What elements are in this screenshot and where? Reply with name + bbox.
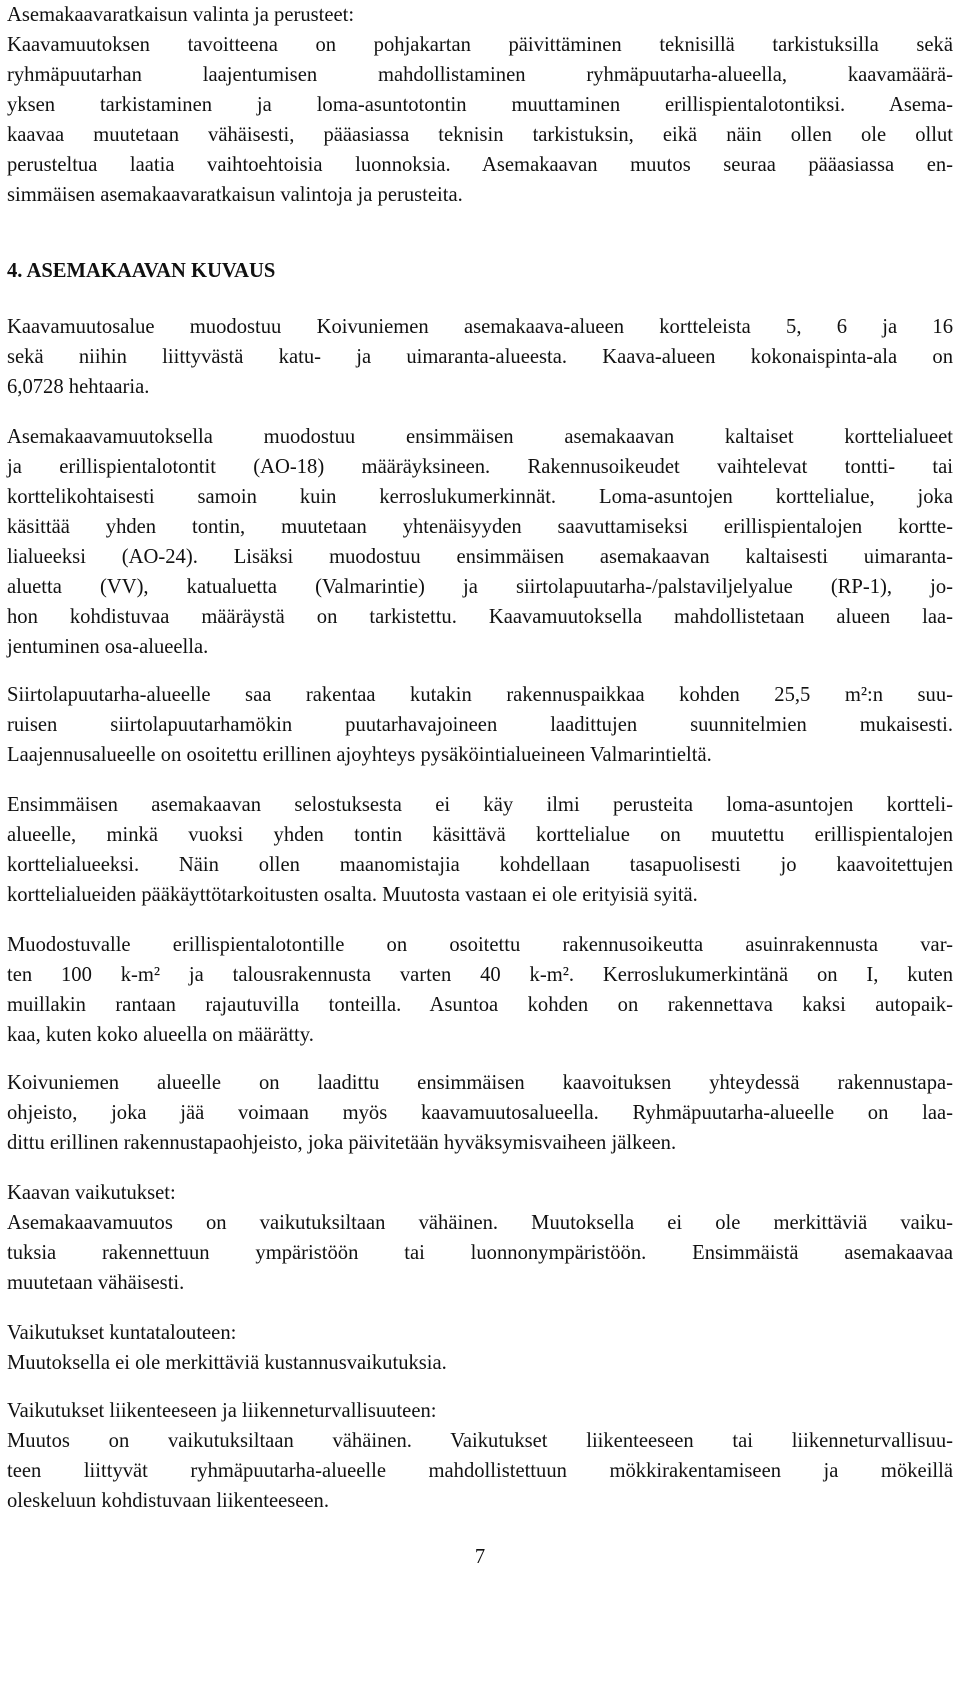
text-line: ruisen siirtolapuutarhamökin puutarhavajoineen laadittujen suunnitelmien mukaisesti. <box>7 714 953 736</box>
subheading-plan-solution: Asemakaavaratkaisun valinta ja perusteet: <box>7 4 355 26</box>
text-line: Ensimmäisen asemakaavan selostuksesta ei käy ilmi perusteita loma-asuntojen kortteli- <box>7 794 953 816</box>
text-line: dittu erillinen rakennustapaohjeisto, joka päivitetään hyväksymisvaiheen jälkeen. <box>7 1132 677 1154</box>
text-line: perusteltua laatia vaihtoehtoisia luonnoksia. Asemakaavan muutos seuraa pääasiassa en- <box>7 154 953 176</box>
text-line: Koivuniemen alueelle on laadittu ensimmäisen kaavoituksen yhteydessä rakennustapa- <box>7 1072 953 1094</box>
text-line: korttelikohtaisesti samoin kuin kerroslukumerkinnät. Loma-asuntojen korttelialue, joka <box>7 486 953 508</box>
text-line: korttelialueeksi. Näin ollen maanomistajia kohdellaan tasapuolisesti jo kaavoitettujen <box>7 854 953 876</box>
text-line: Kaavamuutosalue muodostuu Koivuniemen asemakaava-alueen kortteleista 5, 6 ja 16 <box>7 316 953 338</box>
text-line: oleskeluun kohdistuvaan liikenteeseen. <box>7 1490 329 1512</box>
text-line: kaa, kuten koko alueella on määrätty. <box>7 1024 314 1046</box>
subheading-economy: Vaikutukset kuntatalouteen: <box>7 1322 237 1344</box>
text-line: jentuminen osa-alueella. <box>7 636 209 658</box>
text-line: alueelle, minkä vuoksi yhden tontin käsittävä korttelialue on muutettu erillispientalojen <box>7 824 953 846</box>
text-line: Siirtolapuutarha-alueelle saa rakentaa kutakin rakennuspaikkaa kohden 25,5 m²:n suu- <box>7 684 953 706</box>
text-line: Asemakaavamuutoksella muodostuu ensimmäisen asemakaavan kaltaiset korttelialueet <box>7 426 953 448</box>
text-line: ryhmäpuutarhan laajentumisen mahdollistaminen ryhmäpuutarha-alueella, kaavamäärä- <box>7 64 953 86</box>
text-line: ohjeisto, joka jää voimaan myös kaavamuutosalueella. Ryhmäpuutarha-alueelle on laa- <box>7 1102 953 1124</box>
text-line: sekä niihin liittyvästä katu- ja uimaranta-alueesta. Kaava-alueen kokonaispinta-ala on <box>7 346 953 368</box>
text-line: Kaavamuutoksen tavoitteena on pohjakartan päivittäminen teknisillä tarkistuksilla sekä <box>7 34 953 56</box>
subheading-impacts: Kaavan vaikutukset: <box>7 1182 176 1204</box>
text-line: Laajennusalueelle on osoitettu erillinen ajoyhteys pysäköintialueineen Valmarintieltä. <box>7 744 712 766</box>
text-line: Muutoksella ei ole merkittäviä kustannusvaikutuksia. <box>7 1352 447 1374</box>
text-line: korttelialueiden pääkäyttötarkoitusten osalta. Muutosta vastaan ei ole erityisiä syitä. <box>7 884 698 906</box>
text-line: muutetaan vähäisesti. <box>7 1272 185 1294</box>
subheading-traffic: Vaikutukset liikenteeseen ja liikenneturvallisuuteen: <box>7 1400 437 1422</box>
text-line: aluetta (VV), katualuetta (Valmarintie) ja siirtolapuutarha-/palstaviljelyalue (RP-1), jo- <box>7 576 953 598</box>
text-line: muillakin rantaan rajautuvilla tonteilla. Asuntoa kohden on rakennettava kaksi autopaik- <box>7 994 953 1016</box>
text-line: simmäisen asemakaavaratkaisun valintoja ja perusteita. <box>7 184 463 206</box>
text-line: Asemakaavamuutos on vaikutuksiltaan vähäinen. Muutoksella ei ole merkittäviä vaiku- <box>7 1212 953 1234</box>
text-line: tuksia rakennettuun ympäristöön tai luonnonympäristöön. Ensimmäistä asemakaavaa <box>7 1242 953 1264</box>
text-line: ten 100 k-m² ja talousrakennusta varten 40 k-m². Kerroslukumerkintänä on I, kuten <box>7 964 953 986</box>
text-line: Muodostuvalle erillispientalotontille on osoitettu rakennusoikeutta asuinrakennusta var- <box>7 934 953 956</box>
text-line: teen liittyvät ryhmäpuutarha-alueelle mahdollistettuun mökkirakentamiseen ja mökeillä <box>7 1460 953 1482</box>
text-line: yksen tarkistaminen ja loma-asuntotontin muuttaminen erillispientalotontiksi. Asema- <box>7 94 953 116</box>
text-line: lialueeksi (AO-24). Lisäksi muodostuu ensimmäisen asemakaavan kaltaisesti uimaranta- <box>7 546 953 568</box>
page-number: 7 <box>474 1546 486 1568</box>
text-line: ja erillispientalotontit (AO-18) määräyksineen. Rakennusoikeudet vaihtelevat tontti- tai <box>7 456 953 478</box>
text-line: hon kohdistuvaa määräystä on tarkistettu. Kaavamuutoksella mahdollistetaan alueen laa- <box>7 606 953 628</box>
section-heading: 4. ASEMAKAAVAN KUVAUS <box>7 260 276 282</box>
text-line: käsittää yhden tontin, muutetaan yhtenäisyyden saavuttamiseksi erillispientalojen kortte- <box>7 516 953 538</box>
text-line: kaavaa muutetaan vähäisesti, pääasiassa teknisin tarkistuksin, eikä näin ollen ole ollut <box>7 124 953 146</box>
text-line: 6,0728 hehtaaria. <box>7 376 150 398</box>
document-page <box>7 0 953 1702</box>
text-line: Muutos on vaikutuksiltaan vähäinen. Vaikutukset liikenteeseen tai liikenneturvallisuu- <box>7 1430 953 1452</box>
